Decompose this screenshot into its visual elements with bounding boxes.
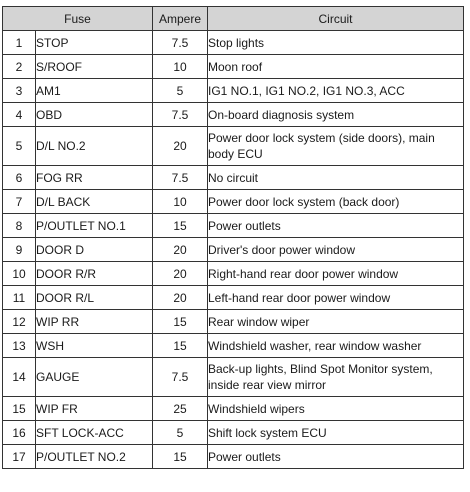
fuse-ampere-cell: 5: [153, 79, 208, 103]
fuse-circuit-cell: Driver's door power window: [208, 238, 464, 262]
fuse-ampere-cell: 5: [153, 421, 208, 445]
table-row: [3, 286, 464, 310]
fuse-name-cell: WSH: [36, 334, 153, 358]
fuse-number-cell: 13: [3, 334, 36, 358]
fuse-circuit-cell: Power outlets: [208, 214, 464, 238]
table-row: [3, 103, 464, 127]
fuse-number-cell: 10: [3, 262, 36, 286]
table-row: [3, 397, 464, 421]
fuse-circuit-cell: Right-hand rear door power window: [208, 262, 464, 286]
fuse-name-cell: WIP RR: [36, 310, 153, 334]
fuse-ampere-cell: 20: [153, 238, 208, 262]
fuse-name-cell: D/L NO.2: [36, 127, 153, 166]
fuse-number-cell: 7: [3, 190, 36, 214]
fuse-ampere-cell: 20: [153, 286, 208, 310]
fuse-number-cell: 9: [3, 238, 36, 262]
fuse-circuit-cell: IG1 NO.1, IG1 NO.2, IG1 NO.3, ACC: [208, 79, 464, 103]
fuse-name-cell: DOOR R/R: [36, 262, 153, 286]
fuse-name-cell: AM1: [36, 79, 153, 103]
table-row: [3, 238, 464, 262]
fuse-name-cell: P/OUTLET NO.2: [36, 445, 153, 469]
fuse-circuit-cell: On-board diagnosis system: [208, 103, 464, 127]
fuse-ampere-cell: 15: [153, 214, 208, 238]
fuse-name-cell: WIP FR: [36, 397, 153, 421]
table-body: [3, 31, 464, 469]
table-row: [3, 310, 464, 334]
fuse-name-cell: STOP: [36, 31, 153, 55]
table-row: [3, 190, 464, 214]
fuse-circuit-cell: Shift lock system ECU: [208, 421, 464, 445]
fuse-name-cell: D/L BACK: [36, 190, 153, 214]
fuse-number-cell: 1: [3, 31, 36, 55]
fuse-number-cell: 11: [3, 286, 36, 310]
fuse-name-cell: OBD: [36, 103, 153, 127]
fuse-ampere-cell: 20: [153, 262, 208, 286]
header-ampere: Ampere: [153, 7, 208, 31]
table-row: [3, 421, 464, 445]
fuse-circuit-cell: Power door lock system (side doors), main body ECU: [208, 127, 464, 166]
fuse-number-cell: 3: [3, 79, 36, 103]
fuse-circuit-cell: Power door lock system (back door): [208, 190, 464, 214]
table-row: [3, 445, 464, 469]
fuse-ampere-cell: 15: [153, 445, 208, 469]
fuse-number-cell: 4: [3, 103, 36, 127]
header-circuit: Circuit: [208, 7, 464, 31]
fuse-name-cell: P/OUTLET NO.1: [36, 214, 153, 238]
table-row: [3, 79, 464, 103]
fuse-ampere-cell: 10: [153, 55, 208, 79]
table-row: [3, 358, 464, 397]
table-row: [3, 166, 464, 190]
fuse-circuit-cell: Windshield wipers: [208, 397, 464, 421]
fuse-name-cell: S/ROOF: [36, 55, 153, 79]
fuse-ampere-cell: 7.5: [153, 358, 208, 397]
fuse-ampere-cell: 10: [153, 190, 208, 214]
table-row: [3, 31, 464, 55]
fuse-circuit-cell: Rear window wiper: [208, 310, 464, 334]
table-row: [3, 262, 464, 286]
header-fuse: Fuse: [3, 7, 153, 31]
fuse-ampere-cell: 15: [153, 310, 208, 334]
table-header: [3, 7, 464, 31]
fuse-name-cell: DOOR R/L: [36, 286, 153, 310]
table-row: [3, 127, 464, 166]
fuse-ampere-cell: 15: [153, 334, 208, 358]
fuse-circuit-cell: Back-up lights, Blind Spot Monitor system, inside rear view mirror: [208, 358, 464, 397]
fuse-circuit-cell: Left-hand rear door power window: [208, 286, 464, 310]
fuse-number-cell: 8: [3, 214, 36, 238]
fuse-ampere-cell: 20: [153, 127, 208, 166]
table-row: [3, 55, 464, 79]
fuse-ampere-cell: 7.5: [153, 31, 208, 55]
fuse-circuit-cell: No circuit: [208, 166, 464, 190]
fuse-circuit-cell: Moon roof: [208, 55, 464, 79]
fuse-number-cell: 6: [3, 166, 36, 190]
fuse-name-cell: DOOR D: [36, 238, 153, 262]
fuse-circuit-cell: Power outlets: [208, 445, 464, 469]
fuse-name-cell: SFT LOCK-ACC: [36, 421, 153, 445]
fuse-ampere-cell: 7.5: [153, 103, 208, 127]
fuse-number-cell: 17: [3, 445, 36, 469]
fuse-number-cell: 2: [3, 55, 36, 79]
fuse-number-cell: 12: [3, 310, 36, 334]
fuse-ampere-cell: 25: [153, 397, 208, 421]
fuse-name-cell: FOG RR: [36, 166, 153, 190]
fuse-circuit-cell: Stop lights: [208, 31, 464, 55]
fuse-number-cell: 16: [3, 421, 36, 445]
fuse-number-cell: 15: [3, 397, 36, 421]
fuse-name-cell: GAUGE: [36, 358, 153, 397]
fuse-number-cell: 14: [3, 358, 36, 397]
table-row: [3, 334, 464, 358]
fuse-ampere-cell: 7.5: [153, 166, 208, 190]
table-row: [3, 214, 464, 238]
fuse-circuit-cell: Windshield washer, rear window washer: [208, 334, 464, 358]
header-row: [3, 7, 464, 31]
fuse-number-cell: 5: [3, 127, 36, 166]
fuse-table: [2, 6, 464, 469]
